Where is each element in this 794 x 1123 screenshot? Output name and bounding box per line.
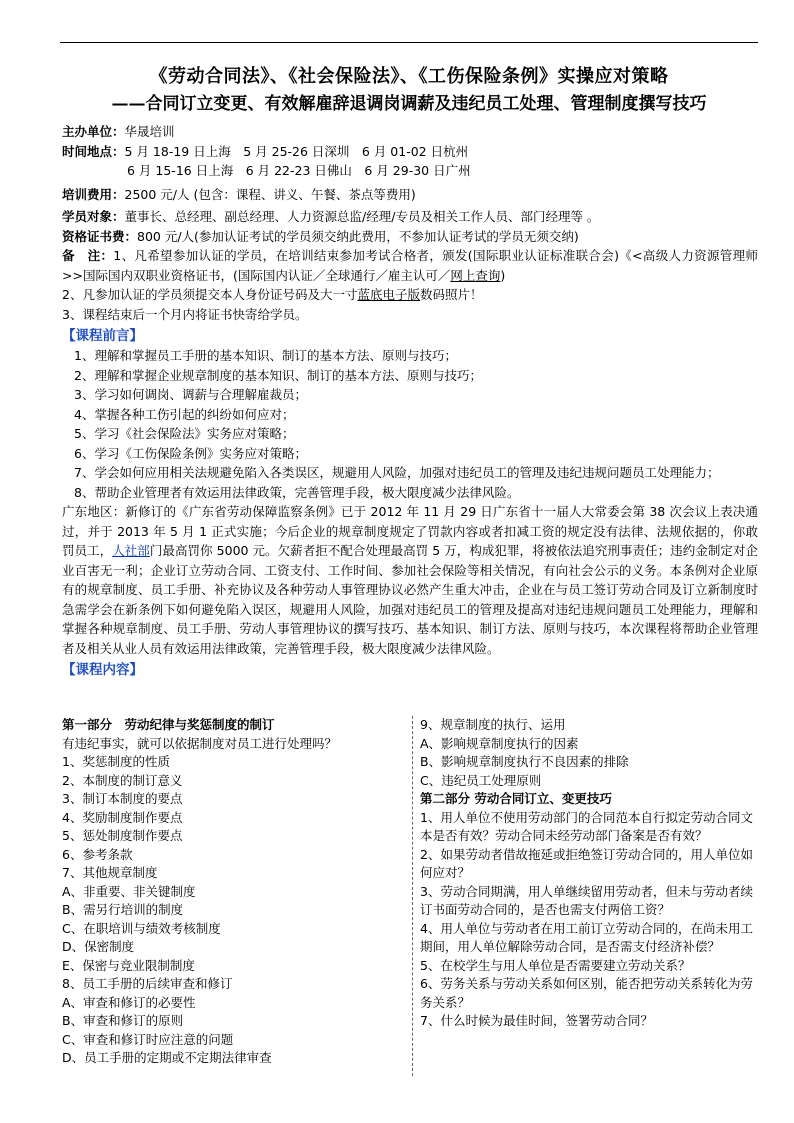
list-item: 4、用人单位与劳动者在用工前订立劳动合同的，在尚未用工期间，用人单位解除劳动合同，是否需支付经济补偿？ [420,920,753,954]
list-item: A、影响规章制度执行的因素 [420,735,579,751]
list-item: D、保密制度 [62,939,135,954]
list-item: 6、学习《工伤保险条例》实务应对策略； [74,445,307,461]
list-item: 6、劳务关系与劳动关系如何区别，能否把劳动关系转化为劳务关系？ [420,976,753,1010]
hr-ministry-link[interactable]: 人社部 [112,543,150,558]
list-item: 1、用人单位不使用劳动部门的合同范本自行拟定劳动合同文本是否有效？劳动合同未经劳动部门备案是否有效？ [420,809,753,843]
list-item: 5、在校学生与用人单位是否需要建立劳动关系？ [420,957,691,973]
photo-link[interactable]: 蓝底电子版 [357,287,420,302]
list-item: 3、制订本制度的要点 [62,791,183,806]
time-label: 时间地点： [62,143,125,159]
preface-list [62,346,758,502]
note-2-end: 数码照片！ [419,287,483,302]
list-item: C、在职培训与绩效考核制度 [62,920,221,936]
time-row [62,142,758,162]
list-item: 7、什么时候为最佳时间，签署劳动合同？ [420,1013,653,1028]
list-item: 4、奖励制度制作要点 [62,809,183,825]
note-1 [62,246,758,285]
cert-label: 资格证书费： [62,228,138,244]
list-item: 6、参考条款 [62,846,133,862]
list-item: E、保密与竞业限制制度 [62,957,195,973]
time-row-2 [62,161,758,181]
list-item: 有违纪事实，就可以依据制度对员工进行处理吗？ [62,735,338,751]
list-item: 8、帮助企业管理者有效运用法律政策，完善管理手段，极大限度减少法律风险。 [74,484,520,500]
note-2-text: 2、凡参加认证的学员须提交本人身份证号码及大一寸 [62,287,358,302]
content-right-column [420,716,758,1031]
list-item: D、员工手册的定期或不定期法律审查 [62,1050,272,1065]
audience-value: 董事长、总经理、副总经理、人力资源总监/经理/专员及相关工作人员、部门经理等 。 [124,209,600,224]
fee-value: 2500 元/人 (包含：课程、讲义、午餐、茶点等费用) [124,186,416,202]
list-item: 9、规章制度的执行、运用 [420,717,566,732]
fee-label: 培训费用： [62,186,125,202]
audience-row [62,207,758,227]
time-line-1: 5 月 18-19 日上海 5 月 25-26 日深圳 6 月 01-02 日杭州 [124,143,469,159]
list-item: A、审查和修订的必要性 [62,994,196,1010]
organizer-row [62,122,758,142]
content-left-column [62,716,407,1068]
list-item: 7、学会如何应用相关法规避免陷入各类误区，规避用人风险，加强对违纪员工的管理及违纪违规问题员工处理能力； [74,465,720,480]
note-2 [62,285,758,305]
part-one-title: 第一部分 劳动纪律与奖惩制度的制订 [62,717,275,732]
column-divider [412,716,413,1076]
list-item: 7、其他规章制度 [62,865,158,880]
fee-row [62,185,758,205]
preface-heading: 【课程前言】 [62,328,143,344]
note-1-end: ) [500,267,506,283]
list-item: 5、学习《社会保险法》实务应对策略； [74,426,295,441]
list-item: 2、本制度的制订意义 [62,772,183,788]
note-1-text: 1、凡希望参加认证的学员，在培训结束参加考试合格者，颁发(国际职业认证标准联合会)《<高级人力资源管理师>>国际国内双职业资格证书，(国际国内认证／全球通行／雇主认可／ [62,248,758,283]
list-item: 3、学习如何调岗、调薪与合理解雇裁员； [74,387,307,402]
list-item: 5、惩处制度制作要点 [62,828,183,843]
part-two-title: 第二部分 劳动合同订立、变更技巧 [420,791,612,806]
guangdong-paragraph [62,502,758,658]
list-item: 2、如果劳动者借故拖延或拒绝签订劳动合同的，用人单位如何应对？ [420,846,753,880]
list-item: 3、劳动合同期满，用人单继续留用劳动者，但未与劳动者续订书面劳动合同的，是否也需支付两倍工资？ [420,883,753,917]
online-query-link[interactable]: 网上查询 [450,267,501,283]
list-item: B、审查和修订的原则 [62,1013,184,1028]
list-item: C、违纪员工处理原则 [420,772,542,788]
list-item: A、非重要、非关键制度 [62,883,196,899]
list-item: 1、理解和掌握员工手册的基本知识、制订的基本方法、原则与技巧； [74,348,457,363]
organizer-label: 主办单位： [62,124,125,139]
guangdong-text-1: 广东地区：新修订的《广东省劳动保障监察条例》已于 2012 年 11 月 29 日广东省十一届人大常委会第 38 次会议上表决通过，并于 2013 年 5 月 1 正式实施；今后企业的规章制度规定了罚款内容或者扣减工资的规定没有法律、法规依据的，你敢罚员工， [62,504,758,558]
audience-label: 学员对象： [62,209,125,224]
list-item: 4、掌握各种工伤引起的纠纷如何应对； [74,406,295,422]
list-item: C、审查和修订时应注意的问题 [62,1031,234,1047]
time-line-2: 6 月 15-16 日上海 6 月 22-23 日佛山 6 月 29-30 日广州 [127,163,471,178]
course-info [62,122,758,680]
list-item: 1、奖惩制度的性质 [62,754,170,769]
page-subtitle: ——合同订立变更、有效解雇辞退调岗调薪及违纪员工处理、管理制度撰写技巧 [111,94,707,114]
guangdong-text-2: 门最高罚你 5000 元。欠薪者拒不配合处理最高罚 5 万，构成犯罪，将被依法追究刑事责任；违约金制定对企业百害无一利；企业订立劳动合同、工资支付、工作时间、参加社会保险等相关情况，有向社会公示的义务。本条例对企业原有的规章制度、员工手册、补充协议及各种劳动人事管理协议必然产生重大冲击，企业在与员工签订劳动合同及订立新制度时急需学会在新条例下如何避免陷入误区，规避用人风险，加强对违纪员工的管理及提高对违纪违规问题员工处理能力，理解和掌握各种规章制度、员工手册、劳动人事管理协议的撰写技巧、基本知识、制订方法、原则与技巧，本次课程将帮助企业管理者及相关从业人员有效运用法律政策，完善管理手段，极大限度减少法律风险。 [62,543,758,656]
header-rule [60,42,758,43]
list-item: B、影响规章制度执行不良因素的排除 [420,754,629,769]
content-heading: 【课程内容】 [62,662,143,678]
list-item: B、需另行培训的制度 [62,902,184,917]
cert-row [62,227,758,247]
organizer-value: 华晟培训 [124,124,175,139]
note-3: 3、课程结束后一个月内将证书快寄给学员。 [62,306,308,322]
list-item: 2、理解和掌握企业规章制度的基本知识、制订的基本方法、原则与技巧； [74,367,482,383]
cert-value: 800 元/人(参加认证考试的学员须交纳此费用，不参加认证考试的学员无须交纳) [137,228,579,244]
page-title: 《劳动合同法》、《社会保险法》、《工伤保险条例》实操应对策略 [149,66,669,87]
note-label: 备 注： [62,248,114,263]
list-item: 8、员工手册的后续审查和修订 [62,976,233,991]
